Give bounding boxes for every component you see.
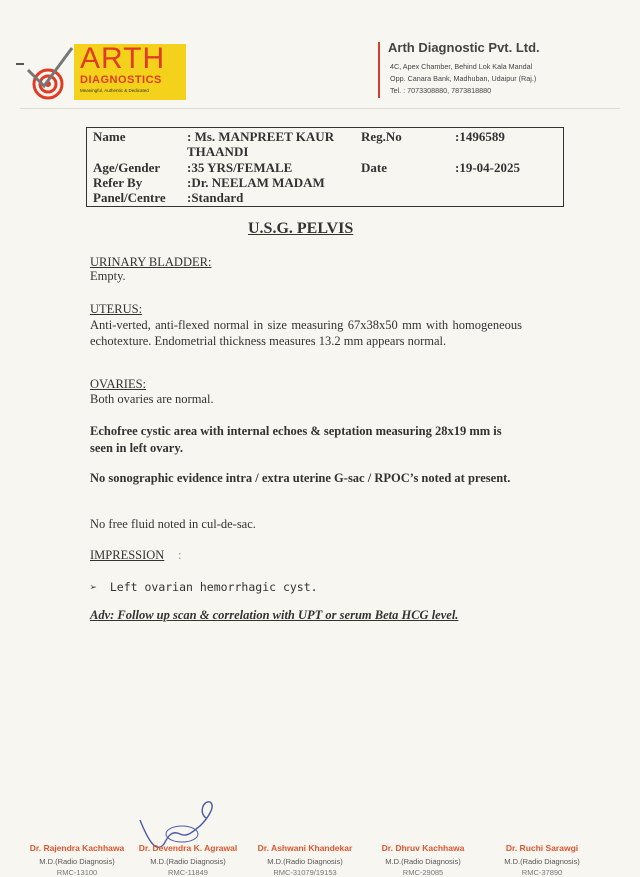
doctor-name: Dr. Dhruv Kachhawa [381, 843, 465, 853]
doctor-qualification: M.D.(Radio Diagnosis) [39, 857, 115, 866]
impression-heading: IMPRESSION [90, 548, 165, 562]
doctor-reg: RMC-11849 [168, 868, 208, 877]
panel-label: Panel/Centre [93, 190, 166, 205]
doctor-signature [363, 843, 483, 877]
name-value: : Ms. MANPREET KAUR [187, 129, 335, 144]
ovaries-text: Both ovaries are normal. [90, 392, 214, 406]
gsac-finding: No sonographic evidence intra / extra uterine G-sac / RPOC’s noted at present. [90, 471, 511, 485]
name-label: Name [93, 129, 126, 144]
report-title: U.S.G. PELVIS [248, 220, 354, 237]
advice-note: Adv: Follow up scan & correlation with UPT or serum Beta HCG level. [90, 608, 459, 622]
doctor-reg: RMC-37890 [521, 868, 563, 877]
uterus-heading: UTERUS: [90, 302, 143, 316]
target-logo-icon [14, 40, 78, 102]
refer-value: :Dr. NEELAM MADAM [187, 175, 325, 190]
doctor-name: Dr. Ashwani Khandekar [257, 843, 353, 853]
uterus-text: Anti-verted, anti-flexed normal in size measuring 67x38x50 mm with homogeneous echotexture. Endometrial thickness measures 13.2 mm appears normal. [90, 318, 522, 348]
logo-tagline: Meaningful, Authentic & Dedicated [80, 88, 149, 93]
refer-label: Refer By [93, 175, 143, 190]
impression-colon: : [178, 548, 182, 562]
doctor-reg: RMC-31079/19153 [273, 868, 337, 877]
reg-label: Reg.No [361, 129, 402, 144]
doctor-signature [482, 843, 602, 877]
address-line: 4C, Apex Chamber, Behind Lok Kala Mandal [390, 62, 533, 71]
doctor-qualification: M.D.(Radio Diagnosis) [150, 857, 226, 866]
patient-info-box [86, 127, 564, 207]
bladder-text: Empty. [90, 269, 126, 283]
fluid-finding: No free fluid noted in cul-de-sac. [90, 517, 256, 531]
date-label: Date [361, 160, 387, 175]
doctor-signature [17, 843, 137, 877]
header-rule [20, 108, 620, 109]
logo-text: ARTH [80, 42, 166, 75]
bladder-heading: URINARY BLADDER: [90, 255, 212, 269]
age-value: :35 YRS/FEMALE [187, 160, 293, 175]
phone-line: Tel. : 7073308880, 7873818880 [390, 86, 492, 95]
age-label: Age/Gender [93, 160, 161, 175]
doctor-name: Dr. Ruchi Sarawgi [505, 843, 579, 853]
header-divider [378, 42, 380, 98]
doctor-name: Dr. Rajendra Kachhawa [29, 843, 125, 853]
arrow-bullet-icon: ➢ [90, 580, 97, 594]
panel-value: :Standard [187, 190, 244, 205]
date-value: :19-04-2025 [455, 160, 520, 175]
logo-subtext: DIAGNOSTICS [80, 74, 162, 86]
doctor-reg: RMC-13100 [56, 868, 98, 877]
doctor-qualification: M.D.(Radio Diagnosis) [385, 857, 461, 866]
doctor-reg: RMC-29085 [402, 868, 444, 877]
cyst-finding: Echofree cystic area with internal echoes & septation measuring 28x19 mm is seen in left ovary. [90, 424, 502, 455]
company-name: Arth Diagnostic Pvt. Ltd. [388, 40, 540, 55]
reg-value: :1496589 [455, 129, 505, 144]
logo [14, 40, 174, 102]
impression-item [90, 580, 318, 594]
doctor-qualification: M.D.(Radio Diagnosis) [267, 857, 343, 866]
name-value-cont: THAANDI [187, 144, 249, 159]
doctor-signature [128, 843, 248, 877]
address-line: Opp. Canara Bank, Madhuban, Udaipur (Raj.) [390, 74, 537, 83]
ovaries-heading: OVARIES: [90, 377, 147, 391]
doctor-qualification: M.D.(Radio Diagnosis) [504, 857, 580, 866]
doctor-signature [245, 843, 365, 877]
impression-text: Left ovarian hemorrhagic cyst. [109, 580, 318, 594]
doctor-name: Dr. Devendra K. Agrawal [138, 843, 238, 853]
